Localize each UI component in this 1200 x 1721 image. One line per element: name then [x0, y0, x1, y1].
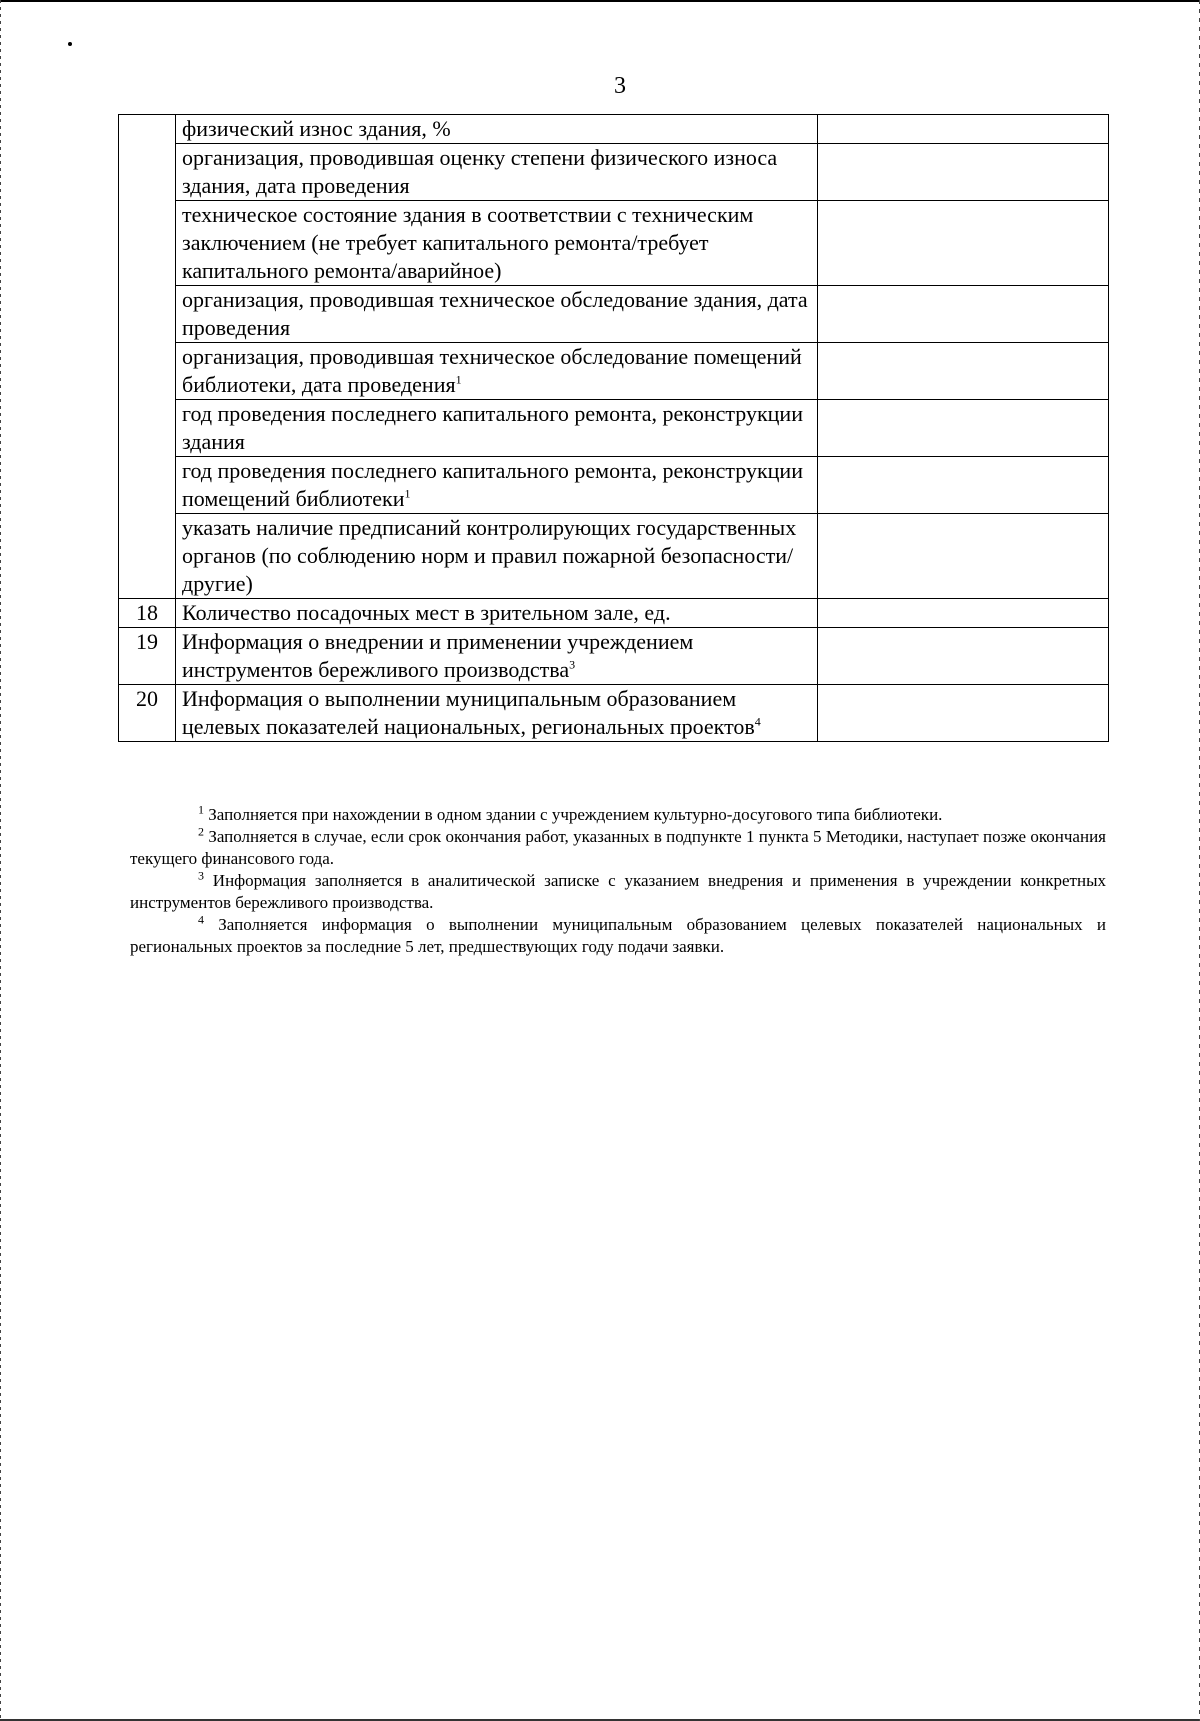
scan-speck — [68, 42, 72, 46]
footnote-mark: 1 — [198, 802, 204, 817]
value-cell[interactable] — [818, 628, 1109, 685]
value-cell[interactable] — [818, 201, 1109, 286]
row-label: Информация о выполнении муниципальным образованием целевых показателей национальных, региональных проектов — [182, 686, 755, 739]
footnote-mark: 3 — [198, 868, 204, 883]
footnote — [130, 870, 1106, 914]
table-row — [119, 286, 1109, 343]
row-label: год проведения последнего капитального ремонта, реконструкции помещений библиотеки — [182, 458, 803, 511]
row-number-cell — [119, 599, 176, 628]
row-label-cell — [176, 343, 818, 400]
footnote-mark: 2 — [198, 824, 204, 839]
row-label: организация, проводившая оценку степени физического износа здания, дата проведения — [182, 145, 778, 198]
table-row — [119, 685, 1109, 742]
table-row — [119, 599, 1109, 628]
value-cell[interactable] — [818, 115, 1109, 144]
row-label: техническое состояние здания в соответствии с техническим заключением (не требует капитального ремонта/требует капитального ремонта/аварийное) — [182, 202, 754, 283]
row-label: физический износ здания, % — [182, 116, 451, 141]
page-number: 3 — [614, 73, 626, 99]
row-label-cell — [176, 144, 818, 201]
row-label-cell — [176, 599, 818, 628]
value-cell[interactable] — [818, 400, 1109, 457]
row-label: год проведения последнего капитального ремонта, реконструкции здания — [182, 401, 803, 454]
value-cell[interactable] — [818, 514, 1109, 599]
table-row — [119, 115, 1109, 144]
row-label: организация, проводившая техническое обследование помещений библиотеки, дата проведения — [182, 344, 802, 397]
row-number: 18 — [136, 600, 158, 625]
table-row — [119, 201, 1109, 286]
value-cell[interactable] — [818, 144, 1109, 201]
row-label-cell — [176, 115, 818, 144]
value-cell[interactable] — [818, 343, 1109, 400]
footnote — [130, 914, 1106, 958]
table-row — [119, 514, 1109, 599]
table-row — [119, 628, 1109, 685]
form-table — [118, 114, 1109, 742]
footnote-mark: 4 — [198, 912, 204, 927]
value-cell[interactable] — [818, 685, 1109, 742]
row-label-cell — [176, 628, 818, 685]
scan-edge-left — [0, 0, 1, 1721]
table-row — [119, 343, 1109, 400]
row-label-cell — [176, 457, 818, 514]
row-number: 20 — [136, 686, 158, 711]
row-label-cell — [176, 400, 818, 457]
footnote-text: Заполняется при нахождении в одном здании с учреждением культурно-досугового типа библиотеки. — [208, 805, 943, 824]
footnote-text: Заполняется информация о выполнении муниципальным образованием целевых показателей национальных и региональных проектов за последние 5 лет, предшествующих году подачи заявки. — [130, 915, 1106, 956]
value-cell[interactable] — [818, 286, 1109, 343]
row-label-cell — [176, 514, 818, 599]
row-label: указать наличие предписаний контролирующих государственных органов (по соблюдению норм и правил пожарной безопасности/другие) — [182, 515, 797, 596]
row-number: 19 — [136, 629, 158, 654]
footnote-text: Заполняется в случае, если срок окончания работ, указанных в подпункте 1 пункта 5 Методики, наступает позже окончания текущего финансового года. — [130, 827, 1106, 868]
footnotes — [130, 804, 1106, 958]
row-number-cell — [119, 628, 176, 685]
row-label-cell — [176, 286, 818, 343]
row-label: Количество посадочных мест в зрительном зале, ед. — [182, 600, 671, 625]
footnote-ref: 1 — [404, 486, 411, 501]
footnote-text: Информация заполняется в аналитической записке с указанием внедрения и применения в учреждении конкретных инструментов бережливого производства. — [130, 871, 1107, 912]
row-label: Информация о внедрении и применении учреждением инструментов бережливого производства — [182, 629, 694, 682]
value-cell[interactable] — [818, 599, 1109, 628]
scan-edge-top — [0, 0, 1200, 2]
row-number-cell — [119, 685, 176, 742]
row-label: организация, проводившая техническое обследование здания, дата проведения — [182, 287, 808, 340]
footnote-ref: 3 — [569, 657, 576, 672]
table-row — [119, 144, 1109, 201]
value-cell[interactable] — [818, 457, 1109, 514]
footnote — [130, 826, 1106, 870]
table-row — [119, 400, 1109, 457]
footnote — [130, 804, 1106, 826]
table-row — [119, 457, 1109, 514]
row-number-cell — [119, 115, 176, 599]
row-label-cell — [176, 685, 818, 742]
footnote-ref: 1 — [455, 372, 462, 387]
row-label-cell — [176, 201, 818, 286]
footnote-ref: 4 — [754, 714, 761, 729]
